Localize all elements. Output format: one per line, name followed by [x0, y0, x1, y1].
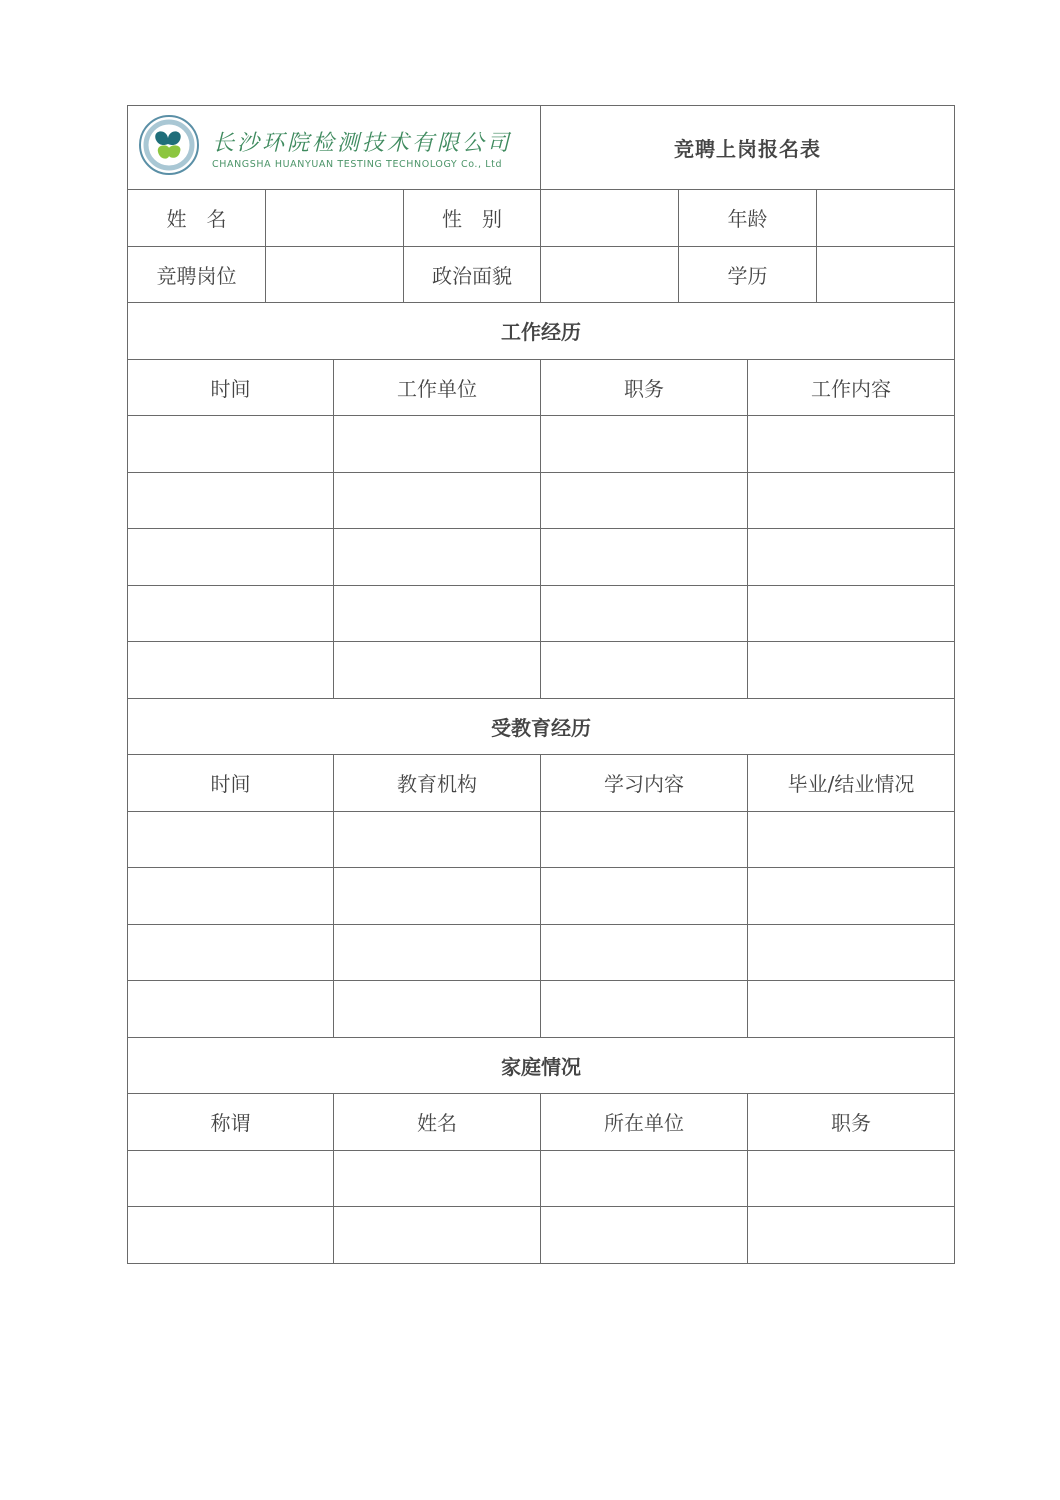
work-history-title: 工作经历	[128, 303, 955, 360]
table-cell[interactable]	[334, 981, 541, 1038]
table-cell[interactable]	[541, 1150, 748, 1207]
education-history-title: 受教育经历	[128, 698, 955, 755]
table-cell[interactable]	[748, 585, 955, 642]
table-cell[interactable]	[334, 642, 541, 699]
column-header: 学习内容	[541, 755, 748, 812]
column-header: 称谓	[128, 1094, 334, 1151]
table-cell[interactable]	[541, 981, 748, 1038]
table-cell[interactable]	[128, 472, 334, 529]
table-row	[128, 868, 955, 925]
table-cell[interactable]	[541, 642, 748, 699]
table-cell[interactable]	[334, 868, 541, 925]
column-header: 教育机构	[334, 755, 541, 812]
form-title: 竞聘上岗报名表	[541, 106, 955, 190]
table-cell[interactable]	[748, 642, 955, 699]
table-cell[interactable]	[128, 585, 334, 642]
table-cell[interactable]	[128, 1207, 334, 1264]
position-label: 竞聘岗位	[128, 246, 266, 303]
work-history-section-row	[128, 303, 955, 360]
table-cell[interactable]	[128, 981, 334, 1038]
table-cell[interactable]	[128, 811, 334, 868]
table-cell[interactable]	[541, 529, 748, 586]
table-row	[128, 981, 955, 1038]
table-cell[interactable]	[334, 1207, 541, 1264]
table-row	[128, 1207, 955, 1264]
column-header: 所在单位	[541, 1094, 748, 1151]
table-cell[interactable]	[748, 1207, 955, 1264]
table-cell[interactable]	[128, 924, 334, 981]
column-header: 毕业/结业情况	[748, 755, 955, 812]
education-section-row	[128, 698, 955, 755]
form-header-row	[128, 106, 955, 190]
company-logo-icon	[138, 114, 200, 181]
table-cell[interactable]	[541, 1207, 748, 1264]
table-row	[128, 1150, 955, 1207]
table-cell[interactable]	[128, 868, 334, 925]
table-cell[interactable]	[128, 416, 334, 473]
table-cell[interactable]	[748, 529, 955, 586]
table-row	[128, 811, 955, 868]
table-cell[interactable]	[748, 924, 955, 981]
registration-form	[127, 105, 955, 1264]
column-header: 时间	[128, 359, 334, 416]
position-field[interactable]	[266, 246, 404, 303]
table-cell[interactable]	[334, 472, 541, 529]
education-header-row	[128, 755, 955, 812]
company-name-cn: 长沙环院检测技术有限公司	[212, 130, 513, 156]
education-field[interactable]	[817, 246, 955, 303]
table-cell[interactable]	[334, 585, 541, 642]
column-header: 工作单位	[334, 359, 541, 416]
table-row	[128, 416, 955, 473]
table-cell[interactable]	[334, 416, 541, 473]
company-logo-cell	[128, 106, 541, 190]
political-status-label: 政治面貌	[404, 246, 541, 303]
work-history-header-row	[128, 359, 955, 416]
table-cell[interactable]	[748, 416, 955, 473]
table-cell[interactable]	[541, 868, 748, 925]
family-info-title: 家庭情况	[128, 1037, 955, 1094]
column-header: 职务	[541, 359, 748, 416]
column-header: 姓名	[334, 1094, 541, 1151]
gender-label: 性 别	[404, 190, 541, 247]
table-cell[interactable]	[748, 981, 955, 1038]
education-label: 学历	[679, 246, 817, 303]
table-cell[interactable]	[541, 416, 748, 473]
table-cell[interactable]	[748, 1150, 955, 1207]
table-cell[interactable]	[128, 529, 334, 586]
column-header: 时间	[128, 755, 334, 812]
table-cell[interactable]	[748, 868, 955, 925]
name-label: 姓 名	[128, 190, 266, 247]
table-row	[128, 642, 955, 699]
table-row	[128, 529, 955, 586]
family-section-row	[128, 1037, 955, 1094]
table-cell[interactable]	[748, 811, 955, 868]
table-row	[128, 472, 955, 529]
column-header: 工作内容	[748, 359, 955, 416]
family-header-row	[128, 1094, 955, 1151]
table-row	[128, 924, 955, 981]
table-cell[interactable]	[541, 811, 748, 868]
table-cell[interactable]	[334, 924, 541, 981]
table-row	[128, 585, 955, 642]
personal-info-row	[128, 246, 955, 303]
table-cell[interactable]	[128, 1150, 334, 1207]
age-label: 年龄	[679, 190, 817, 247]
political-status-field[interactable]	[541, 246, 679, 303]
table-cell[interactable]	[541, 924, 748, 981]
company-name-en: CHANGSHA HUANYUAN TESTING TECHNOLOGY Co., Ltd	[212, 158, 503, 170]
age-field[interactable]	[817, 190, 955, 247]
column-header: 职务	[748, 1094, 955, 1151]
table-cell[interactable]	[128, 642, 334, 699]
name-field[interactable]	[266, 190, 404, 247]
personal-info-row	[128, 190, 955, 247]
table-cell[interactable]	[748, 472, 955, 529]
gender-field[interactable]	[541, 190, 679, 247]
table-cell[interactable]	[334, 529, 541, 586]
table-cell[interactable]	[541, 472, 748, 529]
table-cell[interactable]	[541, 585, 748, 642]
table-cell[interactable]	[334, 1150, 541, 1207]
table-cell[interactable]	[334, 811, 541, 868]
